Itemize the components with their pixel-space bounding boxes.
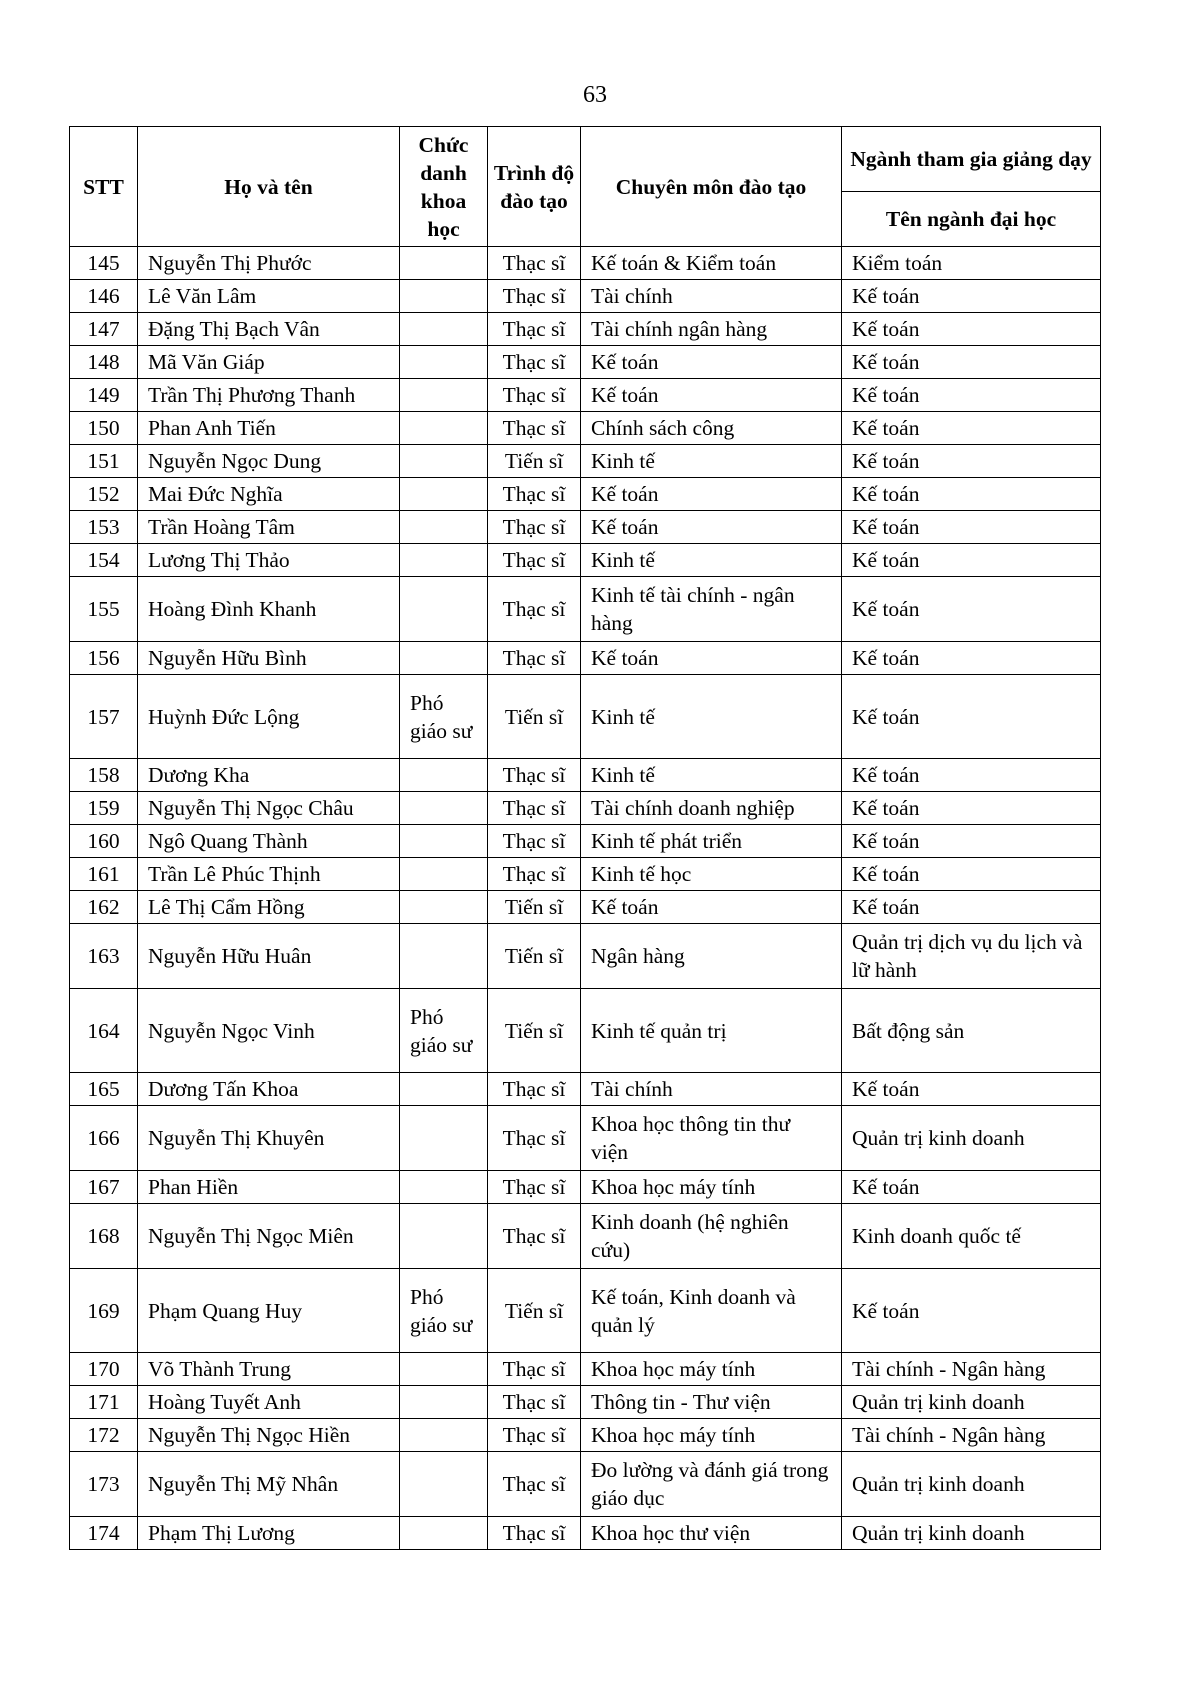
cell-name: Đặng Thị Bạch Vân — [138, 313, 400, 346]
table-header — [70, 127, 1101, 247]
cell-title — [400, 478, 488, 511]
cell-degree: Thạc sĩ — [488, 642, 581, 675]
cell-title — [400, 1452, 488, 1517]
cell-stt: 146 — [70, 280, 138, 313]
table-row — [70, 989, 1101, 1073]
cell-name: Phạm Quang Huy — [138, 1269, 400, 1353]
table-row — [70, 675, 1101, 759]
cell-stt: 147 — [70, 313, 138, 346]
cell-title — [400, 891, 488, 924]
table-row — [70, 1073, 1101, 1106]
cell-stt: 159 — [70, 792, 138, 825]
cell-degree: Thạc sĩ — [488, 792, 581, 825]
cell-degree: Thạc sĩ — [488, 858, 581, 891]
table-row — [70, 280, 1101, 313]
cell-name: Ngô Quang Thành — [138, 825, 400, 858]
cell-title — [400, 642, 488, 675]
table-row — [70, 1452, 1101, 1517]
cell-specialty: Kinh tế — [581, 675, 842, 759]
cell-specialty: Chính sách công — [581, 412, 842, 445]
table-row — [70, 1353, 1101, 1386]
cell-degree: Tiến sĩ — [488, 675, 581, 759]
table-row — [70, 858, 1101, 891]
cell-stt: 164 — [70, 989, 138, 1073]
cell-degree: Thạc sĩ — [488, 478, 581, 511]
cell-degree: Thạc sĩ — [488, 280, 581, 313]
cell-name: Võ Thành Trung — [138, 1353, 400, 1386]
table-row — [70, 792, 1101, 825]
cell-name: Nguyễn Thị Ngọc Miên — [138, 1204, 400, 1269]
cell-title: Phó giáo sư — [400, 989, 488, 1073]
table-row — [70, 1204, 1101, 1269]
cell-specialty: Kinh tế học — [581, 858, 842, 891]
cell-specialty: Khoa học máy tính — [581, 1353, 842, 1386]
cell-specialty: Tài chính — [581, 1073, 842, 1106]
cell-stt: 154 — [70, 544, 138, 577]
header-specialty: Chuyên môn đào tạo — [581, 127, 842, 247]
cell-name: Phan Hiền — [138, 1171, 400, 1204]
cell-title — [400, 1171, 488, 1204]
cell-major: Quản trị kinh doanh — [842, 1452, 1101, 1517]
cell-stt: 149 — [70, 379, 138, 412]
cell-name: Trần Lê Phúc Thịnh — [138, 858, 400, 891]
table-row — [70, 1269, 1101, 1353]
cell-title — [400, 544, 488, 577]
cell-major: Tài chính - Ngân hàng — [842, 1419, 1101, 1452]
cell-title — [400, 1386, 488, 1419]
table-row — [70, 1517, 1101, 1550]
cell-title — [400, 1204, 488, 1269]
cell-major: Kế toán — [842, 825, 1101, 858]
cell-major: Kế toán — [842, 759, 1101, 792]
cell-degree: Tiến sĩ — [488, 924, 581, 989]
cell-title: Phó giáo sư — [400, 675, 488, 759]
cell-stt: 163 — [70, 924, 138, 989]
cell-title — [400, 1517, 488, 1550]
cell-specialty: Kinh tế — [581, 445, 842, 478]
cell-specialty: Khoa học thư viện — [581, 1517, 842, 1550]
cell-title: Phó giáo sư — [400, 1269, 488, 1353]
cell-major: Kế toán — [842, 478, 1101, 511]
table-body — [70, 247, 1101, 1550]
cell-name: Dương Tấn Khoa — [138, 1073, 400, 1106]
cell-specialty: Tài chính — [581, 280, 842, 313]
cell-specialty: Kế toán — [581, 379, 842, 412]
cell-specialty: Tài chính doanh nghiệp — [581, 792, 842, 825]
cell-stt: 169 — [70, 1269, 138, 1353]
cell-major: Kế toán — [842, 1269, 1101, 1353]
cell-degree: Thạc sĩ — [488, 346, 581, 379]
cell-name: Dương Kha — [138, 759, 400, 792]
cell-major: Kế toán — [842, 511, 1101, 544]
header-title: Chức danh khoa học — [400, 127, 488, 247]
cell-major: Kế toán — [842, 792, 1101, 825]
table-row — [70, 1106, 1101, 1171]
cell-name: Nguyễn Thị Mỹ Nhân — [138, 1452, 400, 1517]
cell-specialty: Kế toán — [581, 478, 842, 511]
cell-title — [400, 346, 488, 379]
cell-name: Trần Hoàng Tâm — [138, 511, 400, 544]
cell-degree: Thạc sĩ — [488, 759, 581, 792]
cell-specialty: Khoa học thông tin thư viện — [581, 1106, 842, 1171]
cell-stt: 172 — [70, 1419, 138, 1452]
cell-stt: 161 — [70, 858, 138, 891]
table-row — [70, 445, 1101, 478]
cell-degree: Thạc sĩ — [488, 1517, 581, 1550]
table-row — [70, 544, 1101, 577]
cell-major: Kế toán — [842, 280, 1101, 313]
cell-major: Kinh doanh quốc tế — [842, 1204, 1101, 1269]
cell-degree: Thạc sĩ — [488, 1106, 581, 1171]
table-row — [70, 412, 1101, 445]
table-row — [70, 891, 1101, 924]
cell-specialty: Kế toán & Kiểm toán — [581, 247, 842, 280]
cell-degree: Tiến sĩ — [488, 1269, 581, 1353]
cell-specialty: Kinh tế phát triển — [581, 825, 842, 858]
cell-major: Quản trị kinh doanh — [842, 1386, 1101, 1419]
cell-degree: Thạc sĩ — [488, 825, 581, 858]
cell-stt: 148 — [70, 346, 138, 379]
header-major: Tên ngành đại học — [842, 192, 1101, 247]
table-row — [70, 825, 1101, 858]
table-row — [70, 1419, 1101, 1452]
cell-stt: 165 — [70, 1073, 138, 1106]
cell-major: Kiểm toán — [842, 247, 1101, 280]
cell-degree: Thạc sĩ — [488, 247, 581, 280]
cell-stt: 150 — [70, 412, 138, 445]
cell-major: Kế toán — [842, 445, 1101, 478]
cell-name: Hoàng Tuyết Anh — [138, 1386, 400, 1419]
cell-title — [400, 1106, 488, 1171]
cell-major: Kế toán — [842, 642, 1101, 675]
table-row — [70, 478, 1101, 511]
table-row — [70, 577, 1101, 642]
cell-major: Bất động sản — [842, 989, 1101, 1073]
cell-specialty: Kế toán — [581, 642, 842, 675]
cell-stt: 173 — [70, 1452, 138, 1517]
cell-major: Kế toán — [842, 891, 1101, 924]
cell-degree: Tiến sĩ — [488, 445, 581, 478]
cell-title — [400, 313, 488, 346]
cell-name: Phạm Thị Lương — [138, 1517, 400, 1550]
table-row — [70, 511, 1101, 544]
cell-name: Nguyễn Thị Ngọc Hiền — [138, 1419, 400, 1452]
cell-name: Phan Anh Tiến — [138, 412, 400, 445]
cell-degree: Thạc sĩ — [488, 577, 581, 642]
cell-specialty: Kinh tế — [581, 759, 842, 792]
cell-title — [400, 858, 488, 891]
cell-specialty: Kế toán — [581, 511, 842, 544]
cell-title — [400, 759, 488, 792]
cell-name: Trần Thị Phương Thanh — [138, 379, 400, 412]
cell-stt: 166 — [70, 1106, 138, 1171]
cell-stt: 155 — [70, 577, 138, 642]
cell-stt: 157 — [70, 675, 138, 759]
cell-title — [400, 577, 488, 642]
header-name: Họ và tên — [138, 127, 400, 247]
cell-name: Nguyễn Thị Khuyên — [138, 1106, 400, 1171]
cell-degree: Thạc sĩ — [488, 1073, 581, 1106]
cell-degree: Thạc sĩ — [488, 1171, 581, 1204]
cell-specialty: Kinh tế — [581, 544, 842, 577]
cell-name: Lê Thị Cẩm Hồng — [138, 891, 400, 924]
cell-stt: 156 — [70, 642, 138, 675]
cell-major: Kế toán — [842, 675, 1101, 759]
cell-stt: 158 — [70, 759, 138, 792]
table-row — [70, 346, 1101, 379]
cell-degree: Thạc sĩ — [488, 1353, 581, 1386]
cell-major: Kế toán — [842, 544, 1101, 577]
cell-stt: 145 — [70, 247, 138, 280]
table-row — [70, 379, 1101, 412]
cell-name: Nguyễn Ngọc Vinh — [138, 989, 400, 1073]
cell-stt: 170 — [70, 1353, 138, 1386]
staff-table — [69, 126, 1101, 1550]
cell-title — [400, 792, 488, 825]
page-number: 63 — [583, 82, 607, 108]
cell-degree: Tiến sĩ — [488, 891, 581, 924]
cell-title — [400, 247, 488, 280]
cell-specialty: Khoa học máy tính — [581, 1419, 842, 1452]
cell-specialty: Tài chính ngân hàng — [581, 313, 842, 346]
cell-name: Mai Đức Nghĩa — [138, 478, 400, 511]
cell-stt: 171 — [70, 1386, 138, 1419]
cell-specialty: Kinh doanh (hệ nghiên cứu) — [581, 1204, 842, 1269]
cell-degree: Thạc sĩ — [488, 412, 581, 445]
cell-name: Nguyễn Thị Ngọc Châu — [138, 792, 400, 825]
header-major-group: Ngành tham gia giảng dạy — [842, 127, 1101, 192]
cell-stt: 162 — [70, 891, 138, 924]
cell-major: Kế toán — [842, 346, 1101, 379]
cell-title — [400, 445, 488, 478]
cell-name: Hoàng Đình Khanh — [138, 577, 400, 642]
cell-degree: Thạc sĩ — [488, 511, 581, 544]
cell-name: Huỳnh Đức Lộng — [138, 675, 400, 759]
cell-name: Nguyễn Hữu Bình — [138, 642, 400, 675]
cell-specialty: Ngân hàng — [581, 924, 842, 989]
cell-major: Quản trị kinh doanh — [842, 1106, 1101, 1171]
cell-name: Mã Văn Giáp — [138, 346, 400, 379]
cell-degree: Thạc sĩ — [488, 1452, 581, 1517]
cell-specialty: Thông tin - Thư viện — [581, 1386, 842, 1419]
cell-major: Kế toán — [842, 1073, 1101, 1106]
cell-degree: Thạc sĩ — [488, 313, 581, 346]
cell-title — [400, 924, 488, 989]
cell-name: Lương Thị Thảo — [138, 544, 400, 577]
cell-degree: Thạc sĩ — [488, 1419, 581, 1452]
cell-title — [400, 1419, 488, 1452]
cell-title — [400, 280, 488, 313]
cell-major: Kế toán — [842, 379, 1101, 412]
table-row — [70, 313, 1101, 346]
table-row — [70, 924, 1101, 989]
cell-title — [400, 379, 488, 412]
cell-degree: Thạc sĩ — [488, 379, 581, 412]
table-row — [70, 1386, 1101, 1419]
cell-name: Nguyễn Ngọc Dung — [138, 445, 400, 478]
header-degree: Trình độ đào tạo — [488, 127, 581, 247]
cell-major: Kế toán — [842, 313, 1101, 346]
cell-stt: 168 — [70, 1204, 138, 1269]
cell-title — [400, 1073, 488, 1106]
table-row — [70, 1171, 1101, 1204]
table-row — [70, 642, 1101, 675]
cell-major: Tài chính - Ngân hàng — [842, 1353, 1101, 1386]
cell-degree: Thạc sĩ — [488, 1386, 581, 1419]
table-row — [70, 759, 1101, 792]
cell-major: Kế toán — [842, 412, 1101, 445]
cell-specialty: Đo lường và đánh giá trong giáo dục — [581, 1452, 842, 1517]
cell-specialty: Kinh tế quản trị — [581, 989, 842, 1073]
cell-degree: Thạc sĩ — [488, 1204, 581, 1269]
cell-name: Lê Văn Lâm — [138, 280, 400, 313]
cell-stt: 160 — [70, 825, 138, 858]
cell-stt: 167 — [70, 1171, 138, 1204]
cell-title — [400, 1353, 488, 1386]
cell-stt: 151 — [70, 445, 138, 478]
cell-major: Kế toán — [842, 1171, 1101, 1204]
cell-specialty: Kế toán — [581, 891, 842, 924]
cell-stt: 174 — [70, 1517, 138, 1550]
cell-degree: Tiến sĩ — [488, 989, 581, 1073]
cell-specialty: Kế toán, Kinh doanh và quản lý — [581, 1269, 842, 1353]
cell-major: Kế toán — [842, 858, 1101, 891]
cell-title — [400, 511, 488, 544]
table-row — [70, 247, 1101, 280]
cell-title — [400, 412, 488, 445]
cell-major: Quản trị kinh doanh — [842, 1517, 1101, 1550]
cell-specialty: Kinh tế tài chính - ngân hàng — [581, 577, 842, 642]
cell-specialty: Khoa học máy tính — [581, 1171, 842, 1204]
cell-stt: 153 — [70, 511, 138, 544]
cell-specialty: Kế toán — [581, 346, 842, 379]
cell-degree: Thạc sĩ — [488, 544, 581, 577]
cell-name: Nguyễn Hữu Huân — [138, 924, 400, 989]
cell-title — [400, 825, 488, 858]
cell-major: Kế toán — [842, 577, 1101, 642]
cell-stt: 152 — [70, 478, 138, 511]
cell-name: Nguyễn Thị Phước — [138, 247, 400, 280]
cell-major: Quản trị dịch vụ du lịch và lữ hành — [842, 924, 1101, 989]
header-stt: STT — [70, 127, 138, 247]
